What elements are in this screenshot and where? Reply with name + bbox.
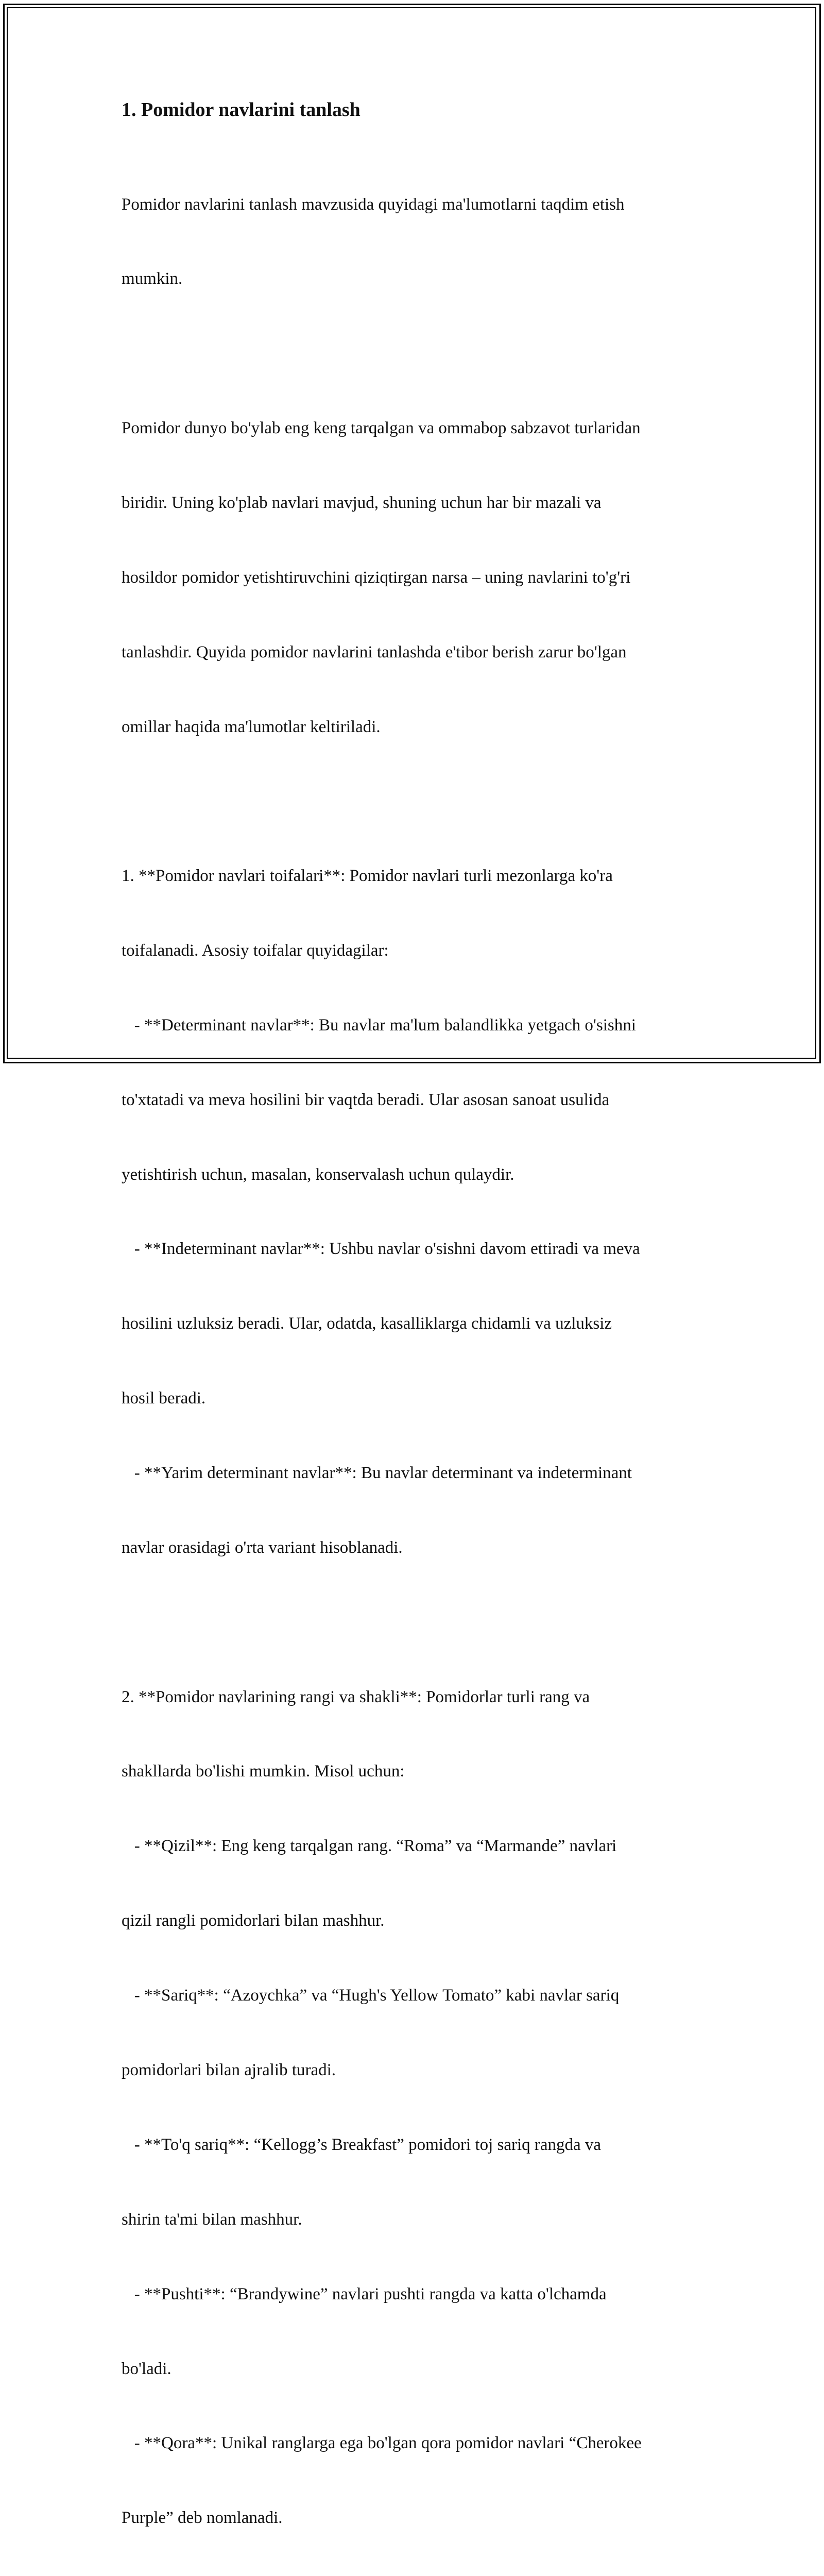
text-line: - **Qizil**: Eng keng tarqalgan rang. “Roma” va “Marmande” navlari	[122, 1837, 617, 1856]
text-line: mumkin.	[122, 269, 183, 289]
text-line: - **Indeterminant navlar**: Ushbu navlar o'sishni davom ettiradi va meva	[122, 1240, 640, 1259]
text-line: tanlashdir. Quyida pomidor navlarini tanlashda e'tibor berish zarur bo'lgan	[122, 642, 627, 662]
text-line: shirin ta'mi bilan mashhur.	[122, 2210, 302, 2229]
text-line: Pomidor navlarini tanlash mavzusida quyidagi ma'lumotlarni taqdim etish	[122, 195, 625, 214]
text-line: to'xtatadi va meva hosilini bir vaqtda beradi. Ular asosan sanoat usulida	[122, 1090, 610, 1109]
text-line: yetishtirish uchun, masalan, konservalash uchun qulaydir.	[122, 1165, 514, 1184]
overview-paragraph	[122, 366, 709, 789]
text-line: hosil beradi.	[122, 1389, 206, 1408]
text-line: navlar orasidagi o'rta variant hisoblanadi.	[122, 1538, 403, 1557]
text-line: omillar haqida ma'lumotlar keltiriladi.	[122, 717, 381, 736]
section-heading: 1. Pomidor navlarini tanlash	[122, 99, 360, 121]
text-line: - **Qora**: Unikal ranglarga ega bo'lgan qora pomidor navlari “Cherokee	[122, 2434, 642, 2453]
text-line: Pomidor dunyo bo'ylab eng keng tarqalgan va ommabop sabzavot turlaridan	[122, 418, 641, 437]
text-line: - **To'q sariq**: “Kellogg’s Breakfast” pomidori toj sariq rangda va	[122, 2135, 602, 2154]
variety-categories-paragraph	[122, 814, 709, 1610]
text-line: toifalanadi. Asosiy toifalar quyidagilar:	[122, 941, 389, 960]
text-line: 2. **Pomidor navlarining rangi va shakli**: Pomidorlar turli rang va	[122, 1687, 590, 1706]
text-line: qizil rangli pomidorlari bilan mashhur.	[122, 1911, 385, 1930]
text-line: pomidorlari bilan ajralib turadi.	[122, 2060, 336, 2079]
text-line: shakllarda bo'lishi mumkin. Misol uchun:	[122, 1762, 405, 1781]
color-shape-paragraph	[122, 1635, 709, 2576]
text-line: 1. **Pomidor navlari toifalari**: Pomidor navlari turli mezonlarga ko'ra	[122, 867, 613, 886]
text-line: hosilini uzluksiz beradi. Ular, odatda, kasalliklarga chidamli va uzluksiz	[122, 1314, 612, 1333]
text-line: bo'ladi.	[122, 2359, 171, 2378]
text-line: - **Determinant navlar**: Bu navlar ma'lum balandlikka yetgach o'sishni	[122, 1015, 636, 1035]
intro-paragraph	[122, 142, 709, 341]
document-body	[122, 96, 709, 2576]
text-line: - **Yarim determinant navlar**: Bu navlar determinant va indeterminant	[122, 1464, 632, 1483]
text-line: hosildor pomidor yetishtiruvchini qiziqtirgan narsa – uning navlarini to'g'ri	[122, 568, 631, 587]
text-line: Purple” deb nomlanadi.	[122, 2509, 283, 2528]
text-line: biridir. Uning ko'plab navlari mavjud, shuning uchun har bir mazali va	[122, 493, 602, 512]
text-line: - **Pushti**: “Brandywine” navlari pushti rangda va katta o'lchamda	[122, 2284, 607, 2303]
text-line: - **Sariq**: “Azoychka” va “Hugh's Yellow Tomato” kabi navlar sariq	[122, 1986, 620, 2005]
